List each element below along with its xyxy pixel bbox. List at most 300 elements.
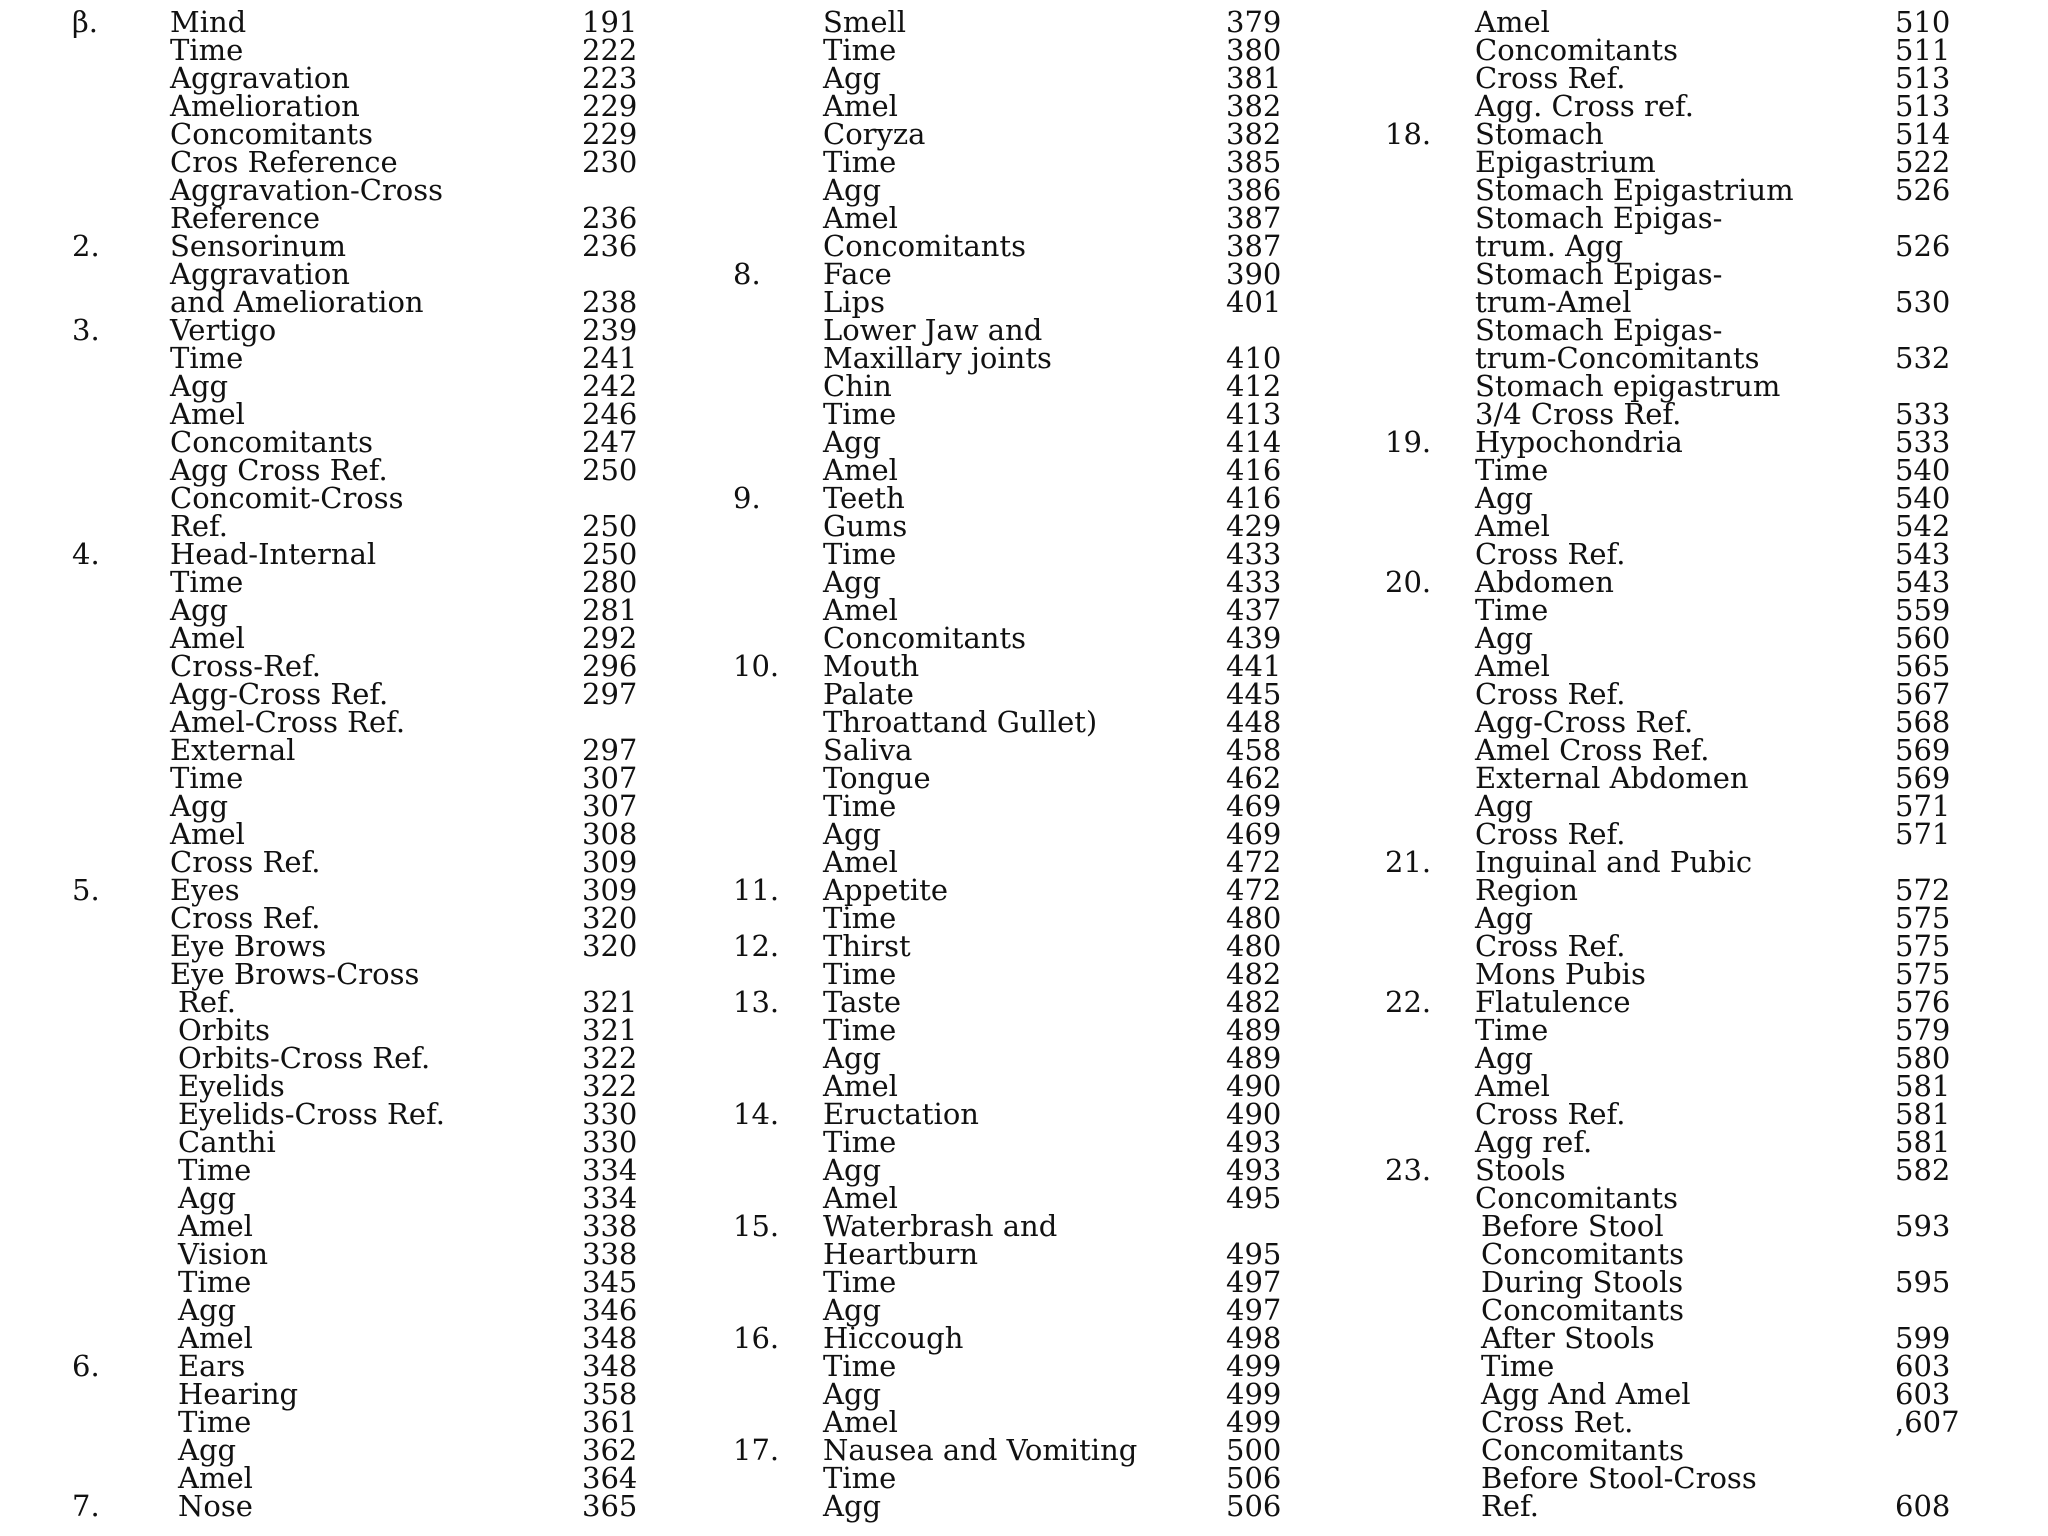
entry-label: Agg — [1475, 1041, 1534, 1075]
page-number: 513 — [1895, 89, 1951, 123]
index-entry — [72, 1433, 672, 1467]
index-entry — [72, 649, 672, 683]
entry-label: Time — [1475, 593, 1549, 627]
section-number: 12. — [733, 929, 780, 963]
index-entry — [1385, 565, 1985, 599]
index-entry — [72, 1125, 672, 1159]
page-number: 387 — [1226, 229, 1282, 263]
page-number: 593 — [1895, 1209, 1951, 1243]
page-number: 320 — [582, 929, 638, 963]
page-number: 472 — [1226, 845, 1282, 879]
entry-label: Cross Ref. — [1475, 61, 1626, 95]
index-entry — [733, 929, 1333, 963]
index-entry — [733, 1489, 1333, 1523]
page-number: 334 — [582, 1153, 638, 1187]
page-number: 338 — [582, 1237, 638, 1271]
page-number: 379 — [1226, 5, 1282, 39]
entry-label: Face — [823, 257, 892, 291]
entry-label: Amel — [1475, 5, 1550, 39]
entry-label: Agg — [1475, 789, 1534, 823]
index-entry — [72, 901, 672, 935]
index-entry — [733, 369, 1333, 403]
index-entry — [1385, 817, 1985, 851]
entry-label: Head-Internal — [170, 537, 377, 571]
entry-label: Stomach epigastrum — [1475, 369, 1781, 403]
page-number: 229 — [582, 117, 638, 151]
page-number: 581 — [1895, 1125, 1951, 1159]
index-entry — [1385, 1013, 1985, 1047]
page-number: 413 — [1226, 397, 1282, 431]
section-number: 7. — [72, 1489, 100, 1523]
index-entry — [733, 761, 1333, 795]
entry-label: Eyelids — [178, 1069, 285, 1103]
index-entry — [1385, 1377, 1985, 1411]
entry-label: Stomach Epigas- — [1475, 313, 1723, 347]
entry-label: Time — [823, 397, 897, 431]
entry-label: Aggravation-Cross — [170, 173, 444, 207]
index-entry — [72, 789, 672, 823]
entry-label: Orbits-Cross Ref. — [178, 1041, 431, 1075]
index-entry — [1385, 397, 1985, 431]
entry-label: Agg — [1475, 901, 1534, 935]
page-number: 533 — [1895, 397, 1951, 431]
page-number: 498 — [1226, 1321, 1282, 1355]
page-number: 250 — [582, 537, 638, 571]
entry-label: Eye Brows-Cross — [170, 957, 420, 991]
index-entry — [733, 285, 1333, 319]
index-entry — [1385, 985, 1985, 1019]
entry-label: Amel — [823, 845, 898, 879]
page-number: 489 — [1226, 1041, 1282, 1075]
entry-label: Maxillary joints — [823, 341, 1052, 375]
page-number: 522 — [1895, 145, 1951, 179]
entry-label: Concomitants — [1475, 1181, 1678, 1215]
index-entry — [733, 1433, 1333, 1467]
index-entry — [733, 61, 1333, 95]
entry-label: Time — [823, 789, 897, 823]
entry-label: Amel — [170, 397, 245, 431]
index-entry — [72, 285, 672, 319]
page-number: 238 — [582, 285, 638, 319]
index-entry — [733, 593, 1333, 627]
entry-label: Amel Cross Ref. — [1475, 733, 1710, 767]
index-entry — [72, 453, 672, 487]
page-number: 308 — [582, 817, 638, 851]
section-number: 11. — [733, 873, 780, 907]
page-number: 401 — [1226, 285, 1282, 319]
index-entry — [733, 789, 1333, 823]
index-entry — [1385, 1237, 1985, 1271]
entry-label: Saliva — [823, 733, 913, 767]
entry-label: Agg — [823, 425, 882, 459]
entry-label: Agg — [178, 1293, 237, 1327]
entry-label: Agg — [823, 817, 882, 851]
index-entry — [1385, 1405, 1985, 1439]
index-entry — [1385, 257, 1985, 291]
index-entry — [72, 1209, 672, 1243]
section-number: 5. — [72, 873, 100, 907]
index-entry — [72, 845, 672, 879]
entry-label: After Stools — [1481, 1321, 1655, 1355]
page-number: 281 — [582, 593, 638, 627]
page-number: 242 — [582, 369, 638, 403]
page-number: ,607 — [1895, 1405, 1960, 1439]
entry-label: Vision — [178, 1237, 269, 1271]
entry-label: Cross Ret. — [1481, 1405, 1634, 1439]
page-number: 595 — [1895, 1265, 1951, 1299]
index-entry — [72, 1153, 672, 1187]
index-entry — [733, 89, 1333, 123]
index-entry — [1385, 789, 1985, 823]
entry-label: Agg — [823, 565, 882, 599]
entry-label: Gums — [823, 509, 908, 543]
page-number: 582 — [1895, 1153, 1951, 1187]
page-number: 241 — [582, 341, 638, 375]
entry-label: Agg — [178, 1181, 237, 1215]
page-number: 495 — [1226, 1181, 1282, 1215]
page-number: 362 — [582, 1433, 638, 1467]
entry-label: Eyes — [170, 873, 240, 907]
index-entry — [72, 229, 672, 263]
entry-label: Before Stool-Cross — [1481, 1461, 1757, 1495]
index-entry — [72, 1349, 672, 1383]
page-number: 445 — [1226, 677, 1282, 711]
entry-label: Sensorinum — [170, 229, 347, 263]
entry-label: Eyelids-Cross Ref. — [178, 1097, 445, 1131]
entry-label: Aggravation — [170, 61, 350, 95]
entry-label: Amel — [823, 1181, 898, 1215]
entry-label: Time — [170, 33, 244, 67]
index-entry — [1385, 1041, 1985, 1075]
page-number: 386 — [1226, 173, 1282, 207]
page-number: 382 — [1226, 117, 1282, 151]
entry-label: Time — [823, 145, 897, 179]
page-number: 309 — [582, 845, 638, 879]
section-number: 4. — [72, 537, 100, 571]
index-entry — [1385, 1181, 1985, 1215]
entry-label: Cross Ref. — [1475, 537, 1626, 571]
index-entry — [72, 593, 672, 627]
page-number: 416 — [1226, 453, 1282, 487]
entry-label: Amel — [1475, 649, 1550, 683]
entry-label: Agg-Cross Ref. — [1475, 705, 1694, 739]
section-number: β. — [72, 5, 98, 39]
index-entry — [72, 1293, 672, 1327]
entry-label: Lower Jaw and — [823, 313, 1043, 347]
index-entry — [72, 341, 672, 375]
page-number: 382 — [1226, 89, 1282, 123]
index-entry — [72, 61, 672, 95]
index-entry — [733, 1237, 1333, 1271]
page-number: 581 — [1895, 1097, 1951, 1131]
entry-label: Chin — [823, 369, 892, 403]
index-entry — [1385, 1349, 1985, 1383]
index-entry — [1385, 1125, 1985, 1159]
entry-label: Amel — [823, 1069, 898, 1103]
entry-label: Cross-Ref. — [170, 649, 321, 683]
index-column-3 — [1385, 5, 1985, 1523]
index-entry — [72, 1405, 672, 1439]
index-entry — [72, 201, 672, 235]
entry-label: Amel — [178, 1321, 253, 1355]
index-entry — [1385, 537, 1985, 571]
entry-label: External — [170, 733, 296, 767]
index-entry — [72, 369, 672, 403]
index-entry — [733, 481, 1333, 515]
entry-label: Cross Ref. — [1475, 929, 1626, 963]
entry-label: Time — [170, 341, 244, 375]
page-number: 532 — [1895, 341, 1951, 375]
index-entry — [733, 901, 1333, 935]
page-number: 469 — [1226, 789, 1282, 823]
page-number: 490 — [1226, 1069, 1282, 1103]
entry-label: Inguinal and Pubic — [1475, 845, 1753, 879]
index-entry — [733, 677, 1333, 711]
index-entry — [733, 537, 1333, 571]
index-entry — [72, 957, 672, 991]
entry-label: Time — [823, 1349, 897, 1383]
page-number: 250 — [582, 509, 638, 543]
index-entry — [72, 89, 672, 123]
index-entry — [733, 313, 1333, 347]
index-entry — [1385, 201, 1985, 235]
index-entry — [733, 1265, 1333, 1299]
entry-label: Mind — [170, 5, 247, 39]
index-entry — [72, 1265, 672, 1299]
entry-label: Amel — [170, 817, 245, 851]
entry-label: Cros Reference — [170, 145, 398, 179]
page-number: 510 — [1895, 5, 1951, 39]
index-entry — [72, 1097, 672, 1131]
index-entry — [72, 733, 672, 767]
entry-label: Concomit-Cross — [170, 481, 404, 515]
entry-label: Heartburn — [823, 1237, 979, 1271]
page-number: 500 — [1226, 1433, 1282, 1467]
page-number: 250 — [582, 453, 638, 487]
page-number: 499 — [1226, 1349, 1282, 1383]
page-number: 348 — [582, 1349, 638, 1383]
page-number: 380 — [1226, 33, 1282, 67]
page-number: 321 — [582, 985, 638, 1019]
page-number: 437 — [1226, 593, 1282, 627]
section-number: 15. — [733, 1209, 780, 1243]
index-entry — [733, 1125, 1333, 1159]
section-number: 21. — [1385, 845, 1432, 879]
page-number: 307 — [582, 761, 638, 795]
index-entry — [1385, 341, 1985, 375]
entry-label: Concomitants — [1481, 1293, 1684, 1327]
index-entry — [733, 397, 1333, 431]
index-entry — [1385, 957, 1985, 991]
page-number: 493 — [1226, 1125, 1282, 1159]
index-entry — [733, 817, 1333, 851]
page-number: 540 — [1895, 481, 1951, 515]
entry-label: Concomitants — [823, 621, 1026, 655]
index-entry — [72, 117, 672, 151]
page-number: 569 — [1895, 733, 1951, 767]
page-number: 390 — [1226, 257, 1282, 291]
entry-label: Agg — [1475, 481, 1534, 515]
index-entry — [733, 341, 1333, 375]
entry-label: Agg — [170, 593, 229, 627]
page-number: 571 — [1895, 817, 1951, 851]
entry-label: Ref. — [170, 509, 228, 543]
page-number: 579 — [1895, 1013, 1951, 1047]
entry-label: 3/4 Cross Ref. — [1475, 397, 1682, 431]
page-number: 246 — [582, 397, 638, 431]
index-entry — [1385, 33, 1985, 67]
index-entry — [72, 425, 672, 459]
page-number: 364 — [582, 1461, 638, 1495]
page-number: 568 — [1895, 705, 1951, 739]
page-number: 480 — [1226, 929, 1282, 963]
page-number: 448 — [1226, 705, 1282, 739]
page-number: 345 — [582, 1265, 638, 1299]
entry-label: Hiccough — [823, 1321, 964, 1355]
index-entry — [1385, 705, 1985, 739]
entry-label: Coryza — [823, 117, 926, 151]
entry-label: Time — [1475, 1013, 1549, 1047]
page-number: 542 — [1895, 509, 1951, 543]
entry-label: Flatulence — [1475, 985, 1631, 1019]
index-entry — [733, 985, 1333, 1019]
index-column-1 — [72, 5, 672, 1523]
entry-label: Time — [823, 1013, 897, 1047]
page-number: 497 — [1226, 1293, 1282, 1327]
index-entry — [1385, 1461, 1985, 1495]
page-number: 458 — [1226, 733, 1282, 767]
entry-label: Agg. Cross ref. — [1475, 89, 1694, 123]
page-number: 575 — [1895, 957, 1951, 991]
page-number: 559 — [1895, 593, 1951, 627]
entry-label: trum-Concomitants — [1475, 341, 1760, 375]
page-number: 490 — [1226, 1097, 1282, 1131]
index-entry — [72, 257, 672, 291]
entry-label: Vertigo — [170, 313, 277, 347]
index-entry — [733, 1013, 1333, 1047]
page-number: 223 — [582, 61, 638, 95]
entry-label: Stomach Epigas- — [1475, 201, 1723, 235]
page-number: 334 — [582, 1181, 638, 1215]
page-number: 330 — [582, 1097, 638, 1131]
entry-label: trum. Agg — [1475, 229, 1624, 263]
page-number: 482 — [1226, 985, 1282, 1019]
entry-label: Nose — [178, 1489, 253, 1523]
index-entry — [733, 145, 1333, 179]
index-entry — [1385, 929, 1985, 963]
section-number: 9. — [733, 481, 761, 515]
index-entry — [733, 565, 1333, 599]
entry-label: Time — [823, 957, 897, 991]
entry-label: Orbits — [178, 1013, 271, 1047]
entry-label: Agg — [823, 1489, 882, 1523]
page-number: 358 — [582, 1377, 638, 1411]
page-number: 222 — [582, 33, 638, 67]
page-number: 365 — [582, 1489, 638, 1523]
page-number: 493 — [1226, 1153, 1282, 1187]
section-number: 16. — [733, 1321, 780, 1355]
page-number: 236 — [582, 229, 638, 263]
index-entry — [733, 1349, 1333, 1383]
page-number: 236 — [582, 201, 638, 235]
index-entry — [72, 1013, 672, 1047]
page-number: 385 — [1226, 145, 1282, 179]
entry-label: Canthi — [178, 1125, 276, 1159]
entry-label: Agg — [170, 789, 229, 823]
entry-label: Stools — [1475, 1153, 1566, 1187]
index-entry — [1385, 1209, 1985, 1243]
page-number: 439 — [1226, 621, 1282, 655]
index-entry — [1385, 481, 1985, 515]
index-entry — [72, 1181, 672, 1215]
index-entry — [1385, 173, 1985, 207]
section-number: 20. — [1385, 565, 1432, 599]
index-entry — [1385, 117, 1985, 151]
index-entry — [1385, 509, 1985, 543]
page-number: 433 — [1226, 537, 1282, 571]
index-entry — [72, 145, 672, 179]
index-entry — [72, 5, 672, 39]
index-entry — [733, 621, 1333, 655]
entry-label: Teeth — [823, 481, 905, 515]
entry-label: Time — [823, 1125, 897, 1159]
page-number: 307 — [582, 789, 638, 823]
entry-label: Waterbrash and — [823, 1209, 1058, 1243]
page-number: 571 — [1895, 789, 1951, 823]
section-number: 19. — [1385, 425, 1432, 459]
entry-label: Ref. — [1481, 1489, 1539, 1523]
index-entry — [1385, 285, 1985, 319]
entry-label: Amel — [1475, 1069, 1550, 1103]
entry-label: Time — [170, 761, 244, 795]
entry-label: Hypochondria — [1475, 425, 1683, 459]
page-number: 580 — [1895, 1041, 1951, 1075]
entry-label: Cross Ref. — [170, 901, 321, 935]
page-number: 387 — [1226, 201, 1282, 235]
page-number: 572 — [1895, 873, 1951, 907]
page-number: 280 — [582, 565, 638, 599]
page-number: 247 — [582, 425, 638, 459]
entry-label: Time — [178, 1153, 252, 1187]
index-entry — [72, 33, 672, 67]
entry-label: Time — [823, 901, 897, 935]
index-entry — [72, 1237, 672, 1271]
section-number: 18. — [1385, 117, 1432, 151]
index-entry — [733, 5, 1333, 39]
page-number: 543 — [1895, 537, 1951, 571]
entry-label: Abdomen — [1475, 565, 1614, 599]
index-entry — [1385, 1097, 1985, 1131]
entry-label: Concomitants — [170, 425, 373, 459]
entry-label: Concomitants — [1475, 33, 1678, 67]
page-number: 576 — [1895, 985, 1951, 1019]
page-number: 567 — [1895, 677, 1951, 711]
page-number: 412 — [1226, 369, 1282, 403]
index-entry — [72, 985, 672, 1019]
entry-label: Time — [823, 537, 897, 571]
page-number: 410 — [1226, 341, 1282, 375]
index-entry — [733, 1097, 1333, 1131]
entry-label: Concomitants — [823, 229, 1026, 263]
entry-label: Cross Ref. — [1475, 817, 1626, 851]
page-number: 482 — [1226, 957, 1282, 991]
entry-label: Smell — [823, 5, 907, 39]
index-entry — [733, 1377, 1333, 1411]
page-number: 560 — [1895, 621, 1951, 655]
index-entry — [72, 1489, 672, 1523]
page-number: 599 — [1895, 1321, 1951, 1355]
section-number: 13. — [733, 985, 780, 1019]
